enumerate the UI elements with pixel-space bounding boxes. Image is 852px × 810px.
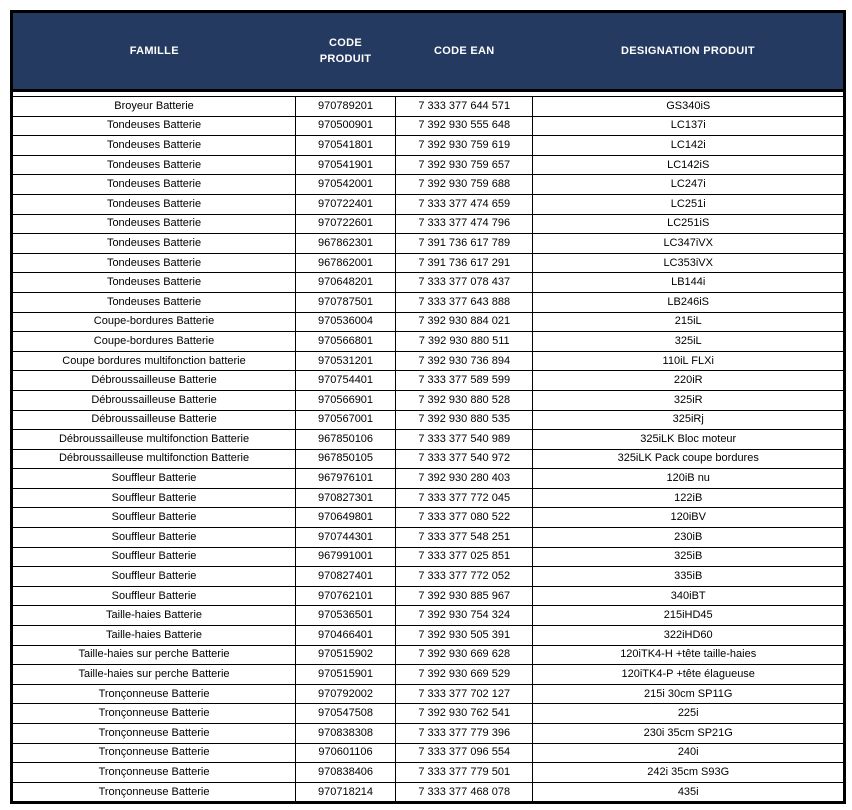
table-cell: LC142iS [533,155,845,175]
table-cell: 7 333 377 080 522 [396,508,533,528]
table-cell: 325iR [533,390,845,410]
table-cell: 7 392 930 280 403 [396,469,533,489]
table-cell: LC137i [533,116,845,136]
table-row [12,449,845,469]
table-cell: 7 392 930 880 528 [396,390,533,410]
table-cell: 970648201 [296,273,396,293]
table-cell: 970792002 [296,684,396,704]
table-cell: 7 333 377 078 437 [396,273,533,293]
table-cell: 970536004 [296,312,396,332]
table-cell: 970754401 [296,371,396,391]
table-cell: 240i [533,743,845,763]
table-row [12,469,845,489]
table-cell: 970838308 [296,724,396,744]
table-cell: 7 392 930 736 894 [396,351,533,371]
product-table-container [10,10,846,804]
table-cell: Tronçonneuse Batterie [12,782,296,803]
table-cell: 7 392 930 759 688 [396,175,533,195]
table-cell: 7 392 930 885 967 [396,586,533,606]
table-cell: 970827401 [296,567,396,587]
table-row [12,273,845,293]
table-row [12,175,845,195]
table-cell: Souffleur Batterie [12,547,296,567]
table-cell: 7 333 377 772 052 [396,567,533,587]
table-cell: Tronçonneuse Batterie [12,763,296,783]
table-row [12,547,845,567]
table-cell: 215iL [533,312,845,332]
table-header [12,12,845,91]
table-cell: 225i [533,704,845,724]
table-cell: Tondeuses Batterie [12,273,296,293]
table-cell: 242i 35cm S93G [533,763,845,783]
table-cell: 325iL [533,332,845,352]
table-cell: 215i 30cm SP11G [533,684,845,704]
table-row [12,704,845,724]
table-cell: 7 333 377 779 501 [396,763,533,783]
table-cell: 335iB [533,567,845,587]
table-cell: 970566801 [296,332,396,352]
table-cell: GS340iS [533,97,845,117]
table-cell: 7 333 377 589 599 [396,371,533,391]
table-cell: 7 392 930 880 511 [396,332,533,352]
table-cell: Tondeuses Batterie [12,214,296,234]
table-cell: LC353iVX [533,253,845,273]
table-cell: 7 392 930 759 657 [396,155,533,175]
table-cell: 322iHD60 [533,626,845,646]
table-cell: Tronçonneuse Batterie [12,743,296,763]
table-cell: 435i [533,782,845,803]
table-cell: Tondeuses Batterie [12,292,296,312]
table-row [12,214,845,234]
table-cell: 7 392 930 669 628 [396,645,533,665]
table-row [12,332,845,352]
table-cell: 970789201 [296,97,396,117]
table-row [12,665,845,685]
table-row [12,488,845,508]
table-cell: 7 392 930 762 541 [396,704,533,724]
table-cell: 7 392 930 759 619 [396,136,533,156]
table-cell: 7 392 930 754 324 [396,606,533,626]
table-cell: Tronçonneuse Batterie [12,684,296,704]
table-cell: 120iTK4-H +tête taille-haies [533,645,845,665]
table-cell: 970787501 [296,292,396,312]
table-cell: Tondeuses Batterie [12,116,296,136]
table-cell: 325iRj [533,410,845,430]
table-row [12,528,845,548]
table-cell: 230iB [533,528,845,548]
table-cell: LC142i [533,136,845,156]
table-cell: 970500901 [296,116,396,136]
table-cell: 970567001 [296,410,396,430]
table-cell: 325iLK Pack coupe bordures [533,449,845,469]
table-cell: Coupe-bordures Batterie [12,312,296,332]
table-cell: Tondeuses Batterie [12,253,296,273]
table-row [12,684,845,704]
table-cell: Souffleur Batterie [12,508,296,528]
table-cell: Tondeuses Batterie [12,194,296,214]
table-cell: 970718214 [296,782,396,803]
table-row [12,351,845,371]
table-cell: Débroussailleuse Batterie [12,410,296,430]
table-cell: Débroussailleuse Batterie [12,390,296,410]
table-row [12,606,845,626]
table-cell: 120iB nu [533,469,845,489]
table-cell: LC247i [533,175,845,195]
table-cell: 120iTK4-P +tête élagueuse [533,665,845,685]
table-cell: LB144i [533,273,845,293]
table-cell: 970762101 [296,586,396,606]
table-cell: 7 333 377 548 251 [396,528,533,548]
table-cell: 325iLK Bloc moteur [533,430,845,450]
table-row [12,292,845,312]
table-cell: 7 333 377 468 078 [396,782,533,803]
table-cell: 7 333 377 540 989 [396,430,533,450]
table-cell: Tondeuses Batterie [12,234,296,254]
table-cell: 970722601 [296,214,396,234]
table-body [12,91,845,803]
table-cell: Débroussailleuse multifonction Batterie [12,449,296,469]
table-row [12,116,845,136]
table-cell: 967850105 [296,449,396,469]
table-cell: Débroussailleuse Batterie [12,371,296,391]
table-cell: Débroussailleuse multifonction Batterie [12,430,296,450]
table-cell: 970838406 [296,763,396,783]
table-cell: Taille-haies Batterie [12,626,296,646]
table-cell: 970541901 [296,155,396,175]
table-row [12,371,845,391]
table-cell: LC251i [533,194,845,214]
table-row [12,194,845,214]
table-row [12,97,845,117]
table-cell: 215iHD45 [533,606,845,626]
table-cell: 7 333 377 474 796 [396,214,533,234]
table-cell: 230i 35cm SP21G [533,724,845,744]
table-cell: 7 392 930 669 529 [396,665,533,685]
table-cell: 970827301 [296,488,396,508]
column-header: DESIGNATION PRODUIT [533,12,845,91]
table-cell: LC347iVX [533,234,845,254]
table-cell: 967850106 [296,430,396,450]
table-cell: Tronçonneuse Batterie [12,704,296,724]
table-cell: 340iBT [533,586,845,606]
table-cell: Taille-haies Batterie [12,606,296,626]
table-cell: 970515902 [296,645,396,665]
table-row [12,312,845,332]
table-cell: Souffleur Batterie [12,469,296,489]
table-cell: 110iL FLXi [533,351,845,371]
table-row [12,253,845,273]
table-cell: 7 392 930 505 391 [396,626,533,646]
table-cell: 970515901 [296,665,396,685]
table-cell: 7 333 377 643 888 [396,292,533,312]
table-row [12,743,845,763]
table-cell: Coupe bordures multifonction batterie [12,351,296,371]
table-row [12,155,845,175]
table-row [12,390,845,410]
table-cell: 970744301 [296,528,396,548]
table-row [12,626,845,646]
table-cell: 970541801 [296,136,396,156]
table-cell: LB246iS [533,292,845,312]
table-cell: 970566901 [296,390,396,410]
table-cell: Souffleur Batterie [12,488,296,508]
table-cell: Souffleur Batterie [12,567,296,587]
table-cell: 7 333 377 779 396 [396,724,533,744]
product-table [10,10,846,804]
table-cell: 7 392 930 884 021 [396,312,533,332]
table-cell: Tronçonneuse Batterie [12,724,296,744]
table-cell: Tondeuses Batterie [12,155,296,175]
table-cell: 7 333 377 474 659 [396,194,533,214]
table-row [12,567,845,587]
table-cell: LC251iS [533,214,845,234]
table-cell: 325iB [533,547,845,567]
table-row [12,782,845,803]
table-row [12,430,845,450]
table-cell: 967862001 [296,253,396,273]
table-cell: Souffleur Batterie [12,586,296,606]
table-cell: 7 392 930 555 648 [396,116,533,136]
table-row [12,234,845,254]
column-header: CODE PRODUIT [296,12,396,91]
table-cell: Tondeuses Batterie [12,175,296,195]
column-header: CODE EAN [396,12,533,91]
table-cell: 220iR [533,371,845,391]
table-cell: 970531201 [296,351,396,371]
table-cell: 7 333 377 644 571 [396,97,533,117]
table-cell: Broyeur Batterie [12,97,296,117]
table-cell: 970466401 [296,626,396,646]
table-cell: 7 333 377 025 851 [396,547,533,567]
table-row [12,508,845,528]
table-cell: 970722401 [296,194,396,214]
table-row [12,410,845,430]
table-cell: 120iBV [533,508,845,528]
table-cell: 970649801 [296,508,396,528]
table-cell: 970542001 [296,175,396,195]
table-cell: Souffleur Batterie [12,528,296,548]
table-cell: 967991001 [296,547,396,567]
column-header: FAMILLE [12,12,296,91]
table-cell: Taille-haies sur perche Batterie [12,665,296,685]
table-cell: 7 391 736 617 291 [396,253,533,273]
table-cell: 122iB [533,488,845,508]
table-cell: Coupe-bordures Batterie [12,332,296,352]
table-cell: 967976101 [296,469,396,489]
table-cell: 970536501 [296,606,396,626]
table-cell: 7 333 377 540 972 [396,449,533,469]
table-cell: 970601106 [296,743,396,763]
table-row [12,724,845,744]
table-row [12,763,845,783]
table-row [12,645,845,665]
header-row [12,12,845,91]
table-cell: 7 333 377 702 127 [396,684,533,704]
table-cell: 7 392 930 880 535 [396,410,533,430]
table-cell: Taille-haies sur perche Batterie [12,645,296,665]
table-cell: 970547508 [296,704,396,724]
table-cell: 7 391 736 617 789 [396,234,533,254]
table-row [12,586,845,606]
table-cell: 7 333 377 096 554 [396,743,533,763]
table-row [12,136,845,156]
table-cell: Tondeuses Batterie [12,136,296,156]
table-cell: 7 333 377 772 045 [396,488,533,508]
table-cell: 967862301 [296,234,396,254]
